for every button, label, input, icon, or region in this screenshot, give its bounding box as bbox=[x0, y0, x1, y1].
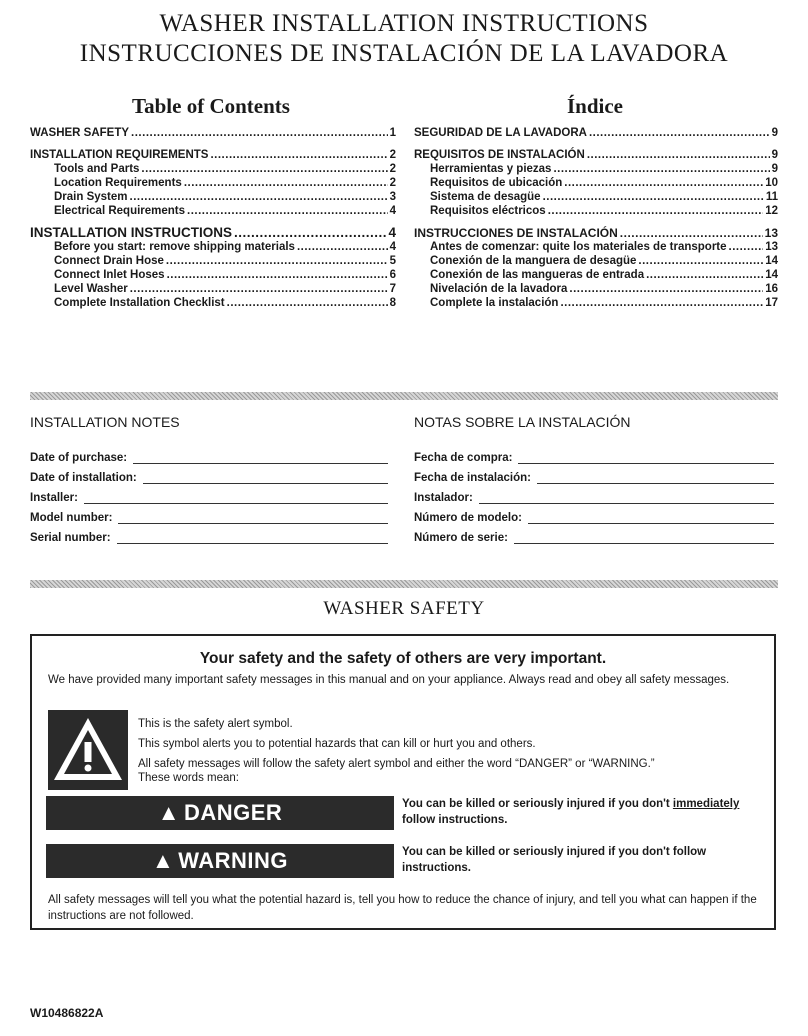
safety-section-title: WASHER SAFETY bbox=[323, 598, 485, 619]
toc-entry[interactable]: Conexión de las mangueras de entrada ..... 14 bbox=[414, 268, 778, 282]
notes-field[interactable]: Instalador: bbox=[414, 484, 774, 504]
notes-spanish bbox=[414, 444, 774, 544]
toc-english bbox=[30, 126, 396, 310]
toc-entry[interactable]: REQUISITOS DE INSTALACIÓN ..... 9 bbox=[414, 148, 778, 162]
toc-entry[interactable]: INSTALLATION REQUIREMENTS ..... 2 bbox=[30, 148, 396, 162]
toc-entry[interactable]: Connect Inlet Hoses ..... 6 bbox=[30, 268, 396, 282]
alert-triangle-icon: ▲ bbox=[157, 800, 180, 825]
safety-alert-icon bbox=[48, 710, 128, 790]
safety-footer-text: All safety messages will tell you what the potential hazard is, tell you how to reduce the chance of injury, and tell you what can happen if the instructions are not followed. bbox=[48, 894, 757, 922]
notes-heading-spanish: NOTAS SOBRE LA INSTALACIÓN bbox=[414, 414, 631, 430]
toc-entry[interactable]: Sistema de desagüe ..... 11 bbox=[414, 190, 778, 204]
toc-spanish bbox=[414, 126, 778, 310]
title-english: WASHER INSTALLATION INSTRUCTIONS bbox=[159, 10, 649, 37]
toc-entry[interactable]: Level Washer ..... 7 bbox=[30, 282, 396, 296]
toc-entry[interactable]: Requisitos de ubicación ..... 10 bbox=[414, 176, 778, 190]
warning-signal-bar: ▲ WARNING bbox=[46, 844, 394, 878]
toc-entry[interactable]: SEGURIDAD DE LA LAVADORA ..... 9 bbox=[414, 126, 778, 140]
toc-entry[interactable]: INSTALLATION INSTRUCTIONS ..... 4 bbox=[30, 226, 396, 240]
toc-entry[interactable]: Electrical Requirements ..... 4 bbox=[30, 204, 396, 218]
notes-field[interactable]: Serial number: bbox=[30, 524, 388, 544]
toc-entry[interactable]: WASHER SAFETY ..... 1 bbox=[30, 126, 396, 140]
danger-signal-bar: ▲ DANGER bbox=[46, 796, 394, 830]
toc-entry[interactable]: Conexión de la manguera de desagüe ..... 14 bbox=[414, 254, 778, 268]
notes-field[interactable]: Date of purchase: bbox=[30, 444, 388, 464]
divider-band bbox=[30, 580, 778, 588]
toc-heading-spanish: Índice bbox=[566, 94, 623, 118]
notes-field[interactable]: Número de serie: bbox=[414, 524, 774, 544]
toc-entry[interactable]: INSTRUCCIONES DE INSTALACIÓN ..... 13 bbox=[414, 226, 778, 240]
safety-alert-text: This is the safety alert symbol. This symbol alerts you to potential hazards that can kill or hurt you and others. All safety messages will follow the safety alert symbol and either the word “DANGER” or “WARNING.” These words mean: bbox=[138, 718, 655, 784]
alert-triangle-icon: ▲ bbox=[151, 848, 175, 873]
notes-field[interactable]: Fecha de compra: bbox=[414, 444, 774, 464]
danger-text: You can be killed or seriously injured if you don't immediately follow instructions. bbox=[402, 798, 740, 826]
warning-text: You can be killed or seriously injured if you don't follow instructions. bbox=[402, 846, 707, 874]
toc-entry[interactable]: Herramientas y piezas ..... 9 bbox=[414, 162, 778, 176]
notes-heading-english: INSTALLATION NOTES bbox=[30, 414, 180, 430]
safety-box bbox=[30, 634, 776, 930]
notes-field[interactable]: Date of installation: bbox=[30, 464, 388, 484]
toc-entry[interactable]: Requisitos eléctricos ..... 12 bbox=[414, 204, 778, 218]
safety-intro: We have provided many important safety messages in this manual and on your appliance. Always read and obey all safety messages. bbox=[48, 674, 730, 686]
notes-english bbox=[30, 444, 388, 544]
notes-field[interactable]: Model number: bbox=[30, 504, 388, 524]
toc-entry[interactable]: Location Requirements ..... 2 bbox=[30, 176, 396, 190]
toc-entry[interactable]: Complete la instalación ..... 17 bbox=[414, 296, 778, 310]
toc-entry[interactable]: Drain System ..... 3 bbox=[30, 190, 396, 204]
toc-entry[interactable]: Nivelación de la lavadora ..... 16 bbox=[414, 282, 778, 296]
notes-field[interactable]: Fecha de instalación: bbox=[414, 464, 774, 484]
notes-field[interactable]: Installer: bbox=[30, 484, 388, 504]
toc-entry[interactable]: Before you start: remove shipping materials ..... 4 bbox=[30, 240, 396, 254]
toc-entry[interactable]: Connect Drain Hose ..... 5 bbox=[30, 254, 396, 268]
toc-heading-english: Table of Contents bbox=[132, 94, 290, 118]
toc-entry[interactable]: Tools and Parts ..... 2 bbox=[30, 162, 396, 176]
notes-field[interactable]: Número de modelo: bbox=[414, 504, 774, 524]
toc-entry[interactable]: Antes de comenzar: quite los materiales de transporte ..... 13 bbox=[414, 240, 778, 254]
divider-band bbox=[30, 392, 778, 400]
title-spanish: INSTRUCCIONES DE INSTALACIÓN DE LA LAVADORA bbox=[79, 40, 729, 67]
toc-entry[interactable]: Complete Installation Checklist ..... 8 bbox=[30, 296, 396, 310]
safety-headline: Your safety and the safety of others are very important. bbox=[199, 650, 607, 667]
document-number: W10486822A bbox=[30, 1006, 104, 1020]
